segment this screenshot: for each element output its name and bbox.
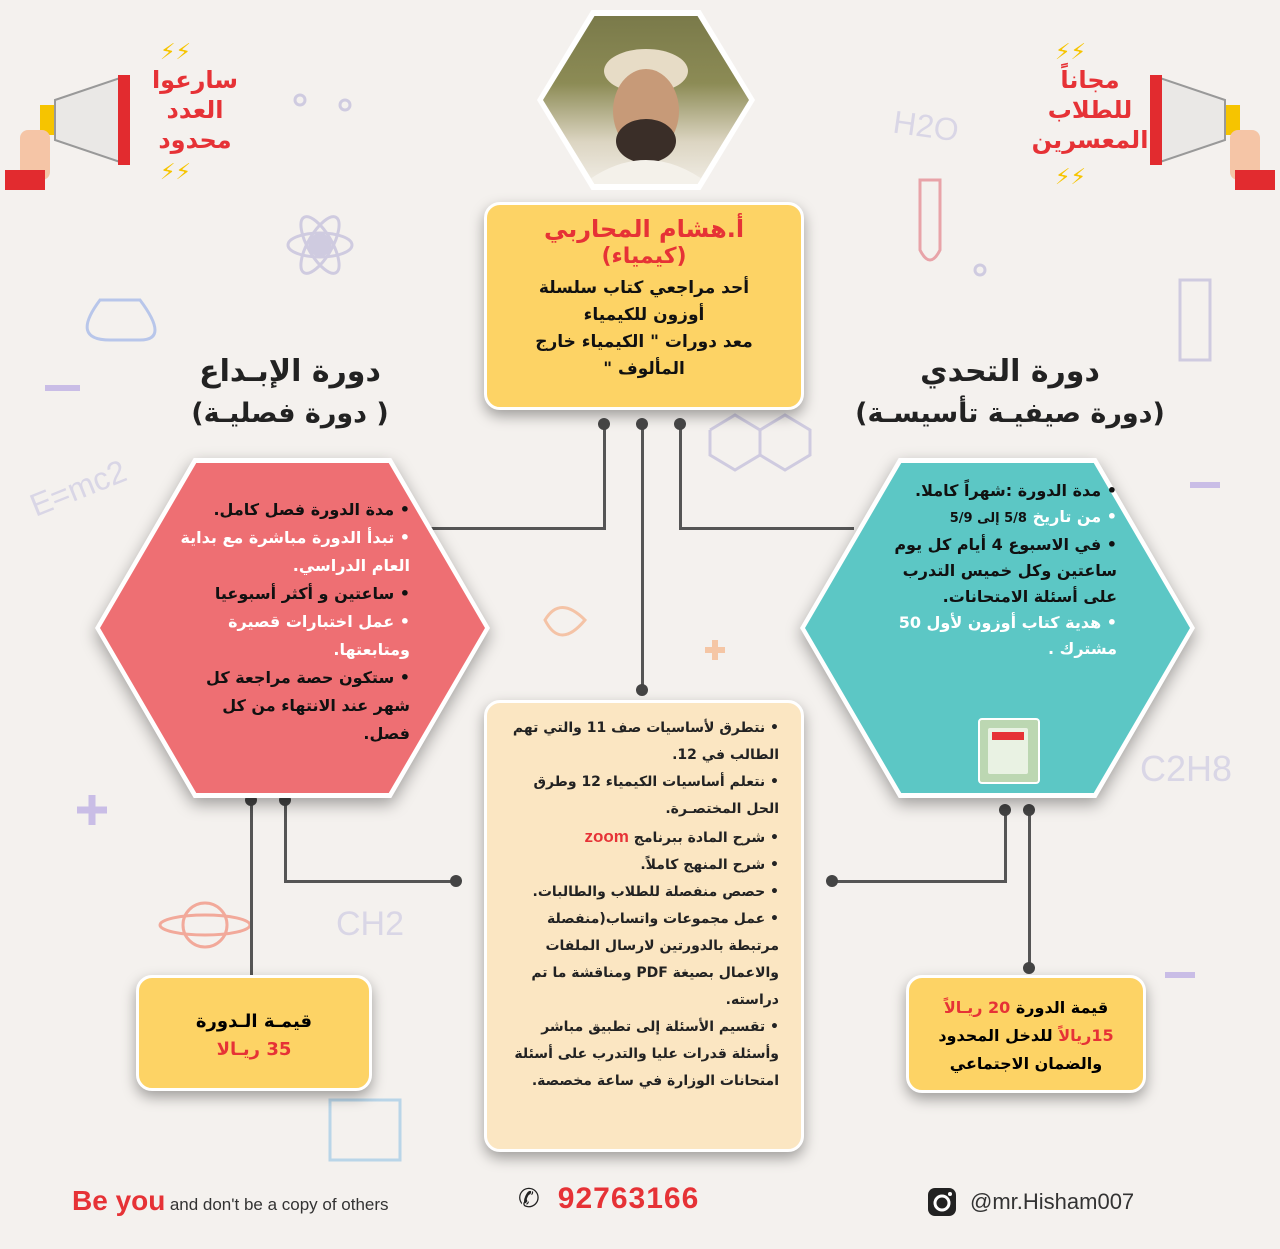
h2o-formula: H2O	[890, 103, 962, 149]
course-subtitle: ( دورة فصليـة)	[191, 398, 389, 429]
instagram-icon	[926, 1186, 958, 1218]
detail-item: • من تاريخ 5/8 إلى 5/9	[949, 507, 1117, 526]
ch2-formula: CH2	[336, 905, 405, 943]
feature-item: • تقسيم الأسئلة إلى تطبيق مباشر وأسئلة قدرات عليا والتدرب على أسئلة امتحانات الوزارة في ساعة مخصصة.	[514, 1019, 779, 1089]
callout-line: سارعوا	[151, 66, 239, 94]
instagram-contact[interactable]	[926, 1186, 1134, 1218]
right-course-hex	[800, 458, 1195, 798]
course-subtitle: (دورة صيفيـة تأسيسـة)	[855, 398, 1165, 429]
detail-item: • ساعتين و أكثر أسبوعيا	[214, 584, 410, 603]
center-details-card	[484, 700, 804, 1152]
slogan-bold: Be you	[72, 1185, 166, 1216]
course-title: دورة الإبـداع	[199, 354, 381, 389]
phone-contact[interactable]	[518, 1182, 699, 1216]
detail-item: • في الاسبوع 4 أيام كل يوم ساعتين وكل خميس التدرب على أسئلة الامتحانات.	[894, 535, 1117, 606]
desc-line: المألوف "	[603, 359, 685, 379]
teacher-name: أ.هشام المحاربي	[543, 215, 745, 243]
desc-line: أحد مراجعي كتاب سلسلة	[538, 278, 750, 298]
left-course-heading	[150, 350, 430, 434]
callout-line: مجاناً	[1060, 66, 1120, 94]
c2h8-formula: C2H8	[1140, 748, 1233, 789]
detail-item: • مدة الدورة :شهراً كاملا.	[914, 481, 1117, 500]
teacher-subject: (كيمياء)	[601, 244, 687, 269]
price-line: 15ريالاً للدخل المحدود والضمان الاجتماعي	[938, 1026, 1114, 1073]
feature-item: • عمل مجموعات واتساب(منفصلة مرتبطة بالدورتين لارسال الملفات والاعمال بصيغة PDF ومناقشة ما تم دراسته.	[531, 911, 779, 1008]
price-label: قيمـة الـدورة	[195, 1011, 313, 1032]
lightning-icon: ⚡⚡	[1055, 40, 1086, 65]
callout-line: المعسرين	[1031, 126, 1149, 154]
feature-item: • نتعلم أساسيات الكيمياء 12 وطرق الحل المختصـرة.	[533, 774, 779, 817]
detail-item: • تبدأ الدورة مباشرة مع بداية العام الدراسي.	[180, 528, 410, 575]
callout-line: محدود	[158, 126, 232, 154]
left-course-details	[175, 496, 410, 748]
left-price-card	[136, 975, 372, 1091]
desc-line: أوزون للكيمياء	[583, 305, 705, 325]
detail-item: • عمل اختبارات قصيرة ومتابعتها.	[228, 612, 410, 659]
callout-line: للطلاب	[1047, 96, 1133, 124]
book-thumbnail	[978, 718, 1040, 784]
right-price-card	[906, 975, 1146, 1093]
detail-item: • هدية كتاب أوزون لأول 50 مشترك .	[898, 613, 1117, 658]
desc-line: معد دورات " الكيمياء خارج	[535, 332, 753, 352]
teacher-desc	[487, 275, 801, 383]
lightning-icon: ⚡⚡	[1055, 165, 1086, 190]
portrait-icon	[543, 16, 749, 184]
feature-item: • حصص منفصلة للطلاب والطالبات.	[532, 884, 779, 900]
left-course-hex	[95, 458, 490, 798]
lightning-icon: ⚡⚡	[160, 40, 191, 65]
emc2-formula: E=mc2	[24, 452, 132, 524]
detail-item: • ستكون حصة مراجعة كل شهر عند الانتهاء من كل فصل.	[206, 668, 410, 743]
lightning-icon: ⚡⚡	[160, 160, 191, 185]
feature-item: • نتطرق لأساسيات صف 11 والتي تهم الطالب في 12.	[512, 720, 779, 763]
left-megaphone-icon	[0, 70, 140, 190]
feature-item: • شرح المنهج كاملاً.	[640, 857, 779, 873]
phone-icon: ✆	[518, 1184, 540, 1214]
teacher-info-card	[484, 202, 804, 410]
hurry-callout	[140, 65, 250, 155]
right-course-details	[882, 478, 1117, 662]
instagram-handle: @mr.Hisham007	[970, 1189, 1135, 1214]
zoom-label: zoom	[584, 827, 629, 846]
price-value: 20 ريـالاً	[943, 998, 1011, 1017]
shared-features-list	[503, 715, 779, 1095]
right-megaphone-icon	[1140, 70, 1280, 190]
right-course-heading	[820, 350, 1200, 434]
course-title: دورة التحدي	[920, 354, 1100, 389]
free-callout	[1020, 65, 1160, 155]
detail-item: • مدة الدورة فصل كامل.	[213, 500, 410, 519]
phone-number: 92763166	[557, 1182, 700, 1215]
price-value: 35 ريـالا	[216, 1039, 292, 1060]
price-line: قيمة الدورة 20 ريـالاً	[943, 998, 1109, 1017]
callout-line: العدد	[166, 96, 224, 124]
slogan-rest: and don't be a copy of others	[169, 1195, 389, 1214]
slogan	[72, 1185, 389, 1217]
feature-item: • شرح المادة ببرنامج zoom	[584, 827, 779, 846]
price-value: 15ريالاً	[1058, 1026, 1114, 1045]
